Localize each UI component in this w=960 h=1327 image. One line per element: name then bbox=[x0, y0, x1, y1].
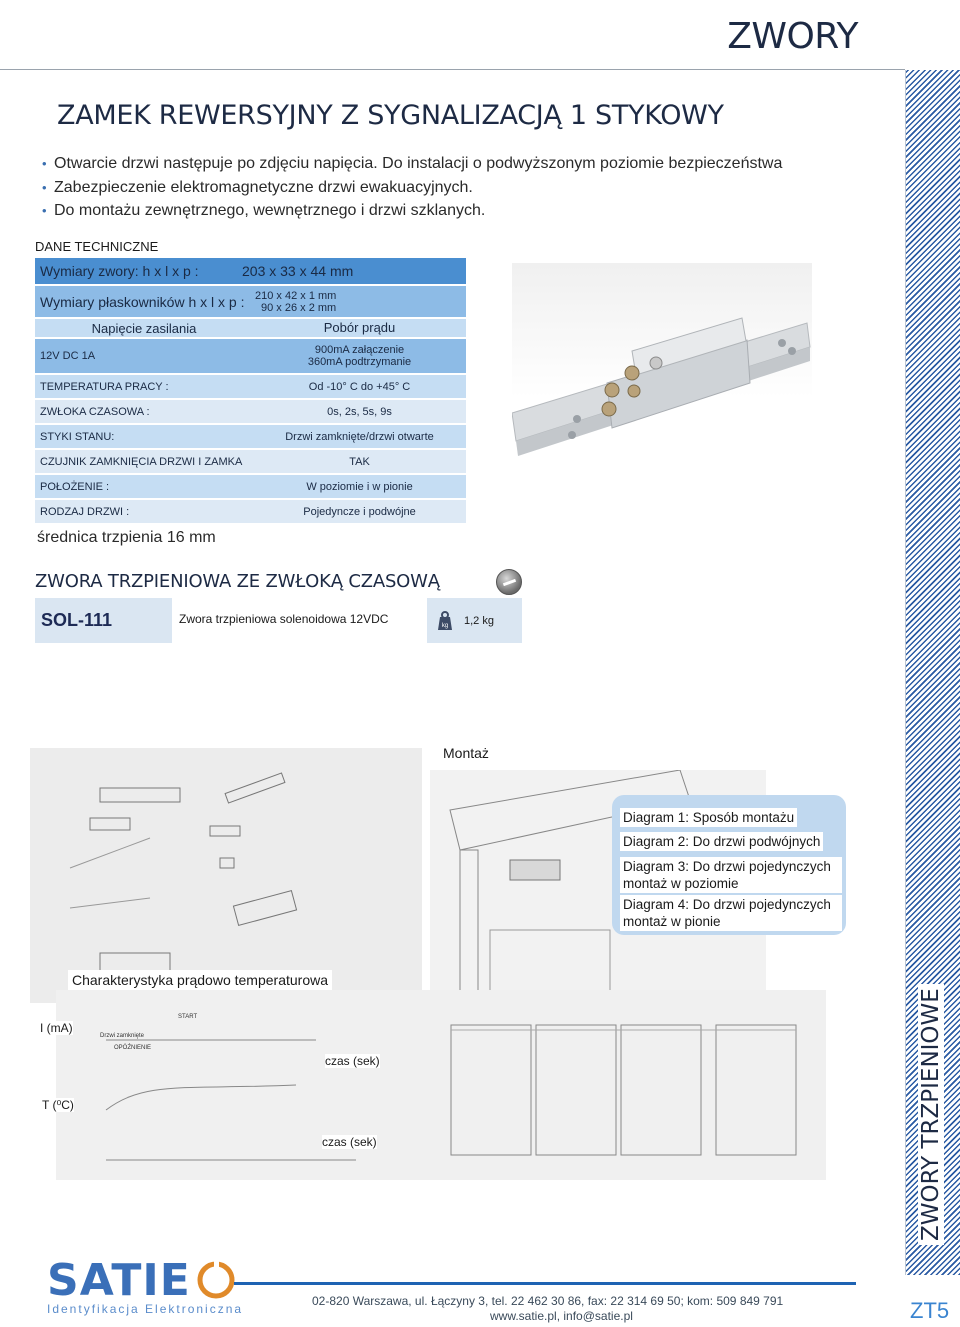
page-title: ZAMEK REWERSYJNY Z SYGNALIZACJĄ 1 STYKOWY bbox=[57, 100, 724, 131]
spec-label: TEMPERATURA PRACY : bbox=[40, 380, 169, 393]
spec-label: STYKI STANU: bbox=[40, 430, 115, 443]
product-section-title: ZWORA TRZPIENIOWA ZE ZWŁOKĄ CZASOWĄ bbox=[35, 571, 440, 592]
product-weight: 1,2 kg bbox=[464, 614, 494, 627]
spec-row bbox=[35, 500, 466, 525]
parts-sketch bbox=[30, 748, 422, 1003]
spec-value: TAK bbox=[349, 455, 370, 468]
spec-label: RODZAJ DRZWI : bbox=[40, 505, 130, 518]
bolt-diameter: średnica trzpienia 16 mm bbox=[37, 529, 216, 546]
spec-value-line: 360mA podtrzymanie bbox=[307, 356, 412, 368]
spec-col-head: Napięcie zasilania bbox=[91, 320, 197, 336]
spec-value bbox=[253, 339, 466, 373]
spec-row-dims bbox=[35, 258, 466, 286]
spec-value-line: 210 x 42 x 1 mm bbox=[255, 289, 337, 302]
spec-row bbox=[35, 400, 466, 425]
chart-closed-label: Drzwi zamknięte bbox=[100, 1033, 145, 1039]
spec-row-plates bbox=[35, 286, 466, 319]
spec-label: POŁOŻENIE : bbox=[40, 480, 110, 493]
spec-value bbox=[240, 286, 466, 317]
feature-item: • Otwarcie drzwi następuje po zdjęciu napięcia. Do instalacji o podwyższonym poziomie bezpieczeństwa bbox=[40, 152, 782, 176]
spec-row bbox=[35, 425, 466, 450]
category-title: ZWORY bbox=[727, 16, 858, 57]
product-code: SOL-111 bbox=[41, 610, 113, 630]
chart-start-label: START bbox=[178, 1014, 198, 1020]
diagram-sketch bbox=[56, 990, 826, 1180]
logo-wordmark: SATIE bbox=[47, 1255, 191, 1306]
tech-heading: DANE TECHNICZNE bbox=[35, 239, 159, 254]
mounting-heading: Montaż bbox=[443, 745, 489, 761]
diagram-legend bbox=[612, 795, 846, 935]
spec-label: Wymiary płaskowników h x l x p : bbox=[40, 293, 245, 310]
logo-mark-icon bbox=[197, 1261, 235, 1299]
product-description: Zwora trzpieniowa solenoidowa 12VDC bbox=[172, 598, 427, 643]
spec-label: Wymiary zwory: h x l x p : bbox=[40, 263, 199, 279]
spec-value-line: 900mA załączenie bbox=[314, 344, 405, 356]
diagram-legend-item: Diagram 1: Sposób montażu bbox=[620, 808, 797, 827]
lock-illustration bbox=[512, 263, 812, 488]
spec-row bbox=[35, 475, 466, 500]
time-axis-label: czas (sek) bbox=[325, 1054, 380, 1068]
spec-label: CZUJNIK ZAMKNIĘCIA DRZWI I ZAMKA bbox=[40, 455, 243, 468]
logo-subtitle: Identyfikacja Elektroniczna bbox=[47, 1302, 244, 1316]
parts-illustration bbox=[30, 748, 422, 1003]
time-axis-label: czas (sek) bbox=[322, 1135, 377, 1149]
footer-divider bbox=[234, 1282, 856, 1285]
spec-value: W poziomie i w pionie bbox=[306, 480, 413, 493]
spec-value: Od -10° C do +45° C bbox=[308, 380, 411, 393]
product-photo bbox=[512, 263, 812, 488]
diagram-legend-item: Diagram 2: Do drzwi podwójnych bbox=[620, 832, 823, 851]
spec-row-power bbox=[35, 339, 466, 375]
temperature-axis-label: T (⁰C) bbox=[42, 1098, 74, 1112]
diagram-illustration bbox=[56, 990, 826, 1180]
product-row bbox=[35, 598, 522, 643]
spec-row bbox=[35, 450, 466, 475]
feature-list bbox=[40, 152, 782, 223]
weight-icon bbox=[427, 598, 462, 643]
spec-table bbox=[35, 258, 466, 525]
spec-value: Drzwi zamknięte/drzwi otwarte bbox=[285, 430, 434, 443]
spec-value: Pojedyncze i podwójne bbox=[303, 505, 416, 518]
diagram-legend-item: Diagram 3: Do drzwi pojedynczych montaż w poziomie bbox=[620, 857, 842, 893]
feature-item: • Zabezpieczenie elektromagnetyczne drzwi ewakuacyjnych. bbox=[40, 176, 782, 200]
spec-row-heads bbox=[35, 319, 466, 339]
spec-value: 203 x 33 x 44 mm bbox=[242, 263, 354, 279]
chart-delay-label: OPÓŹNIENIE bbox=[114, 1045, 152, 1051]
feature-item: • Do montażu zewnętrznego, wewnętrznego i drzwi szklanych. bbox=[40, 199, 782, 223]
diagram-legend-item: Diagram 4: Do drzwi pojedynczych montaż w pionie bbox=[620, 895, 842, 931]
page-code: ZT5 bbox=[910, 1298, 950, 1323]
spec-label: 12V DC 1A bbox=[40, 350, 96, 362]
company-logo bbox=[47, 1255, 235, 1306]
side-category-label: ZWORY TRZPIENIOWE bbox=[918, 984, 944, 1245]
spec-value: 0s, 2s, 5s, 9s bbox=[327, 405, 392, 418]
spec-col-head: Pobór prądu bbox=[323, 320, 396, 335]
svg-text:kg: kg bbox=[441, 622, 448, 629]
footer-contact: www.satie.pl, info@satie.pl bbox=[490, 1309, 633, 1323]
spec-value-line: 90 x 26 x 2 mm bbox=[261, 301, 337, 314]
header-divider bbox=[0, 69, 905, 70]
current-axis-label: I (mA) bbox=[40, 1021, 73, 1035]
footer-address: 02-820 Warszawa, ul. Łączyny 3, tel. 22 462 30 86, fax: 22 314 69 50; kom: 509 849 791 bbox=[312, 1294, 784, 1308]
product-disc-icon bbox=[496, 569, 522, 595]
spec-row bbox=[35, 375, 466, 400]
chart-title: Charakterystyka prądowo temperaturowa bbox=[68, 970, 332, 990]
spec-label: ZWŁOKA CZASOWA : bbox=[40, 405, 150, 418]
